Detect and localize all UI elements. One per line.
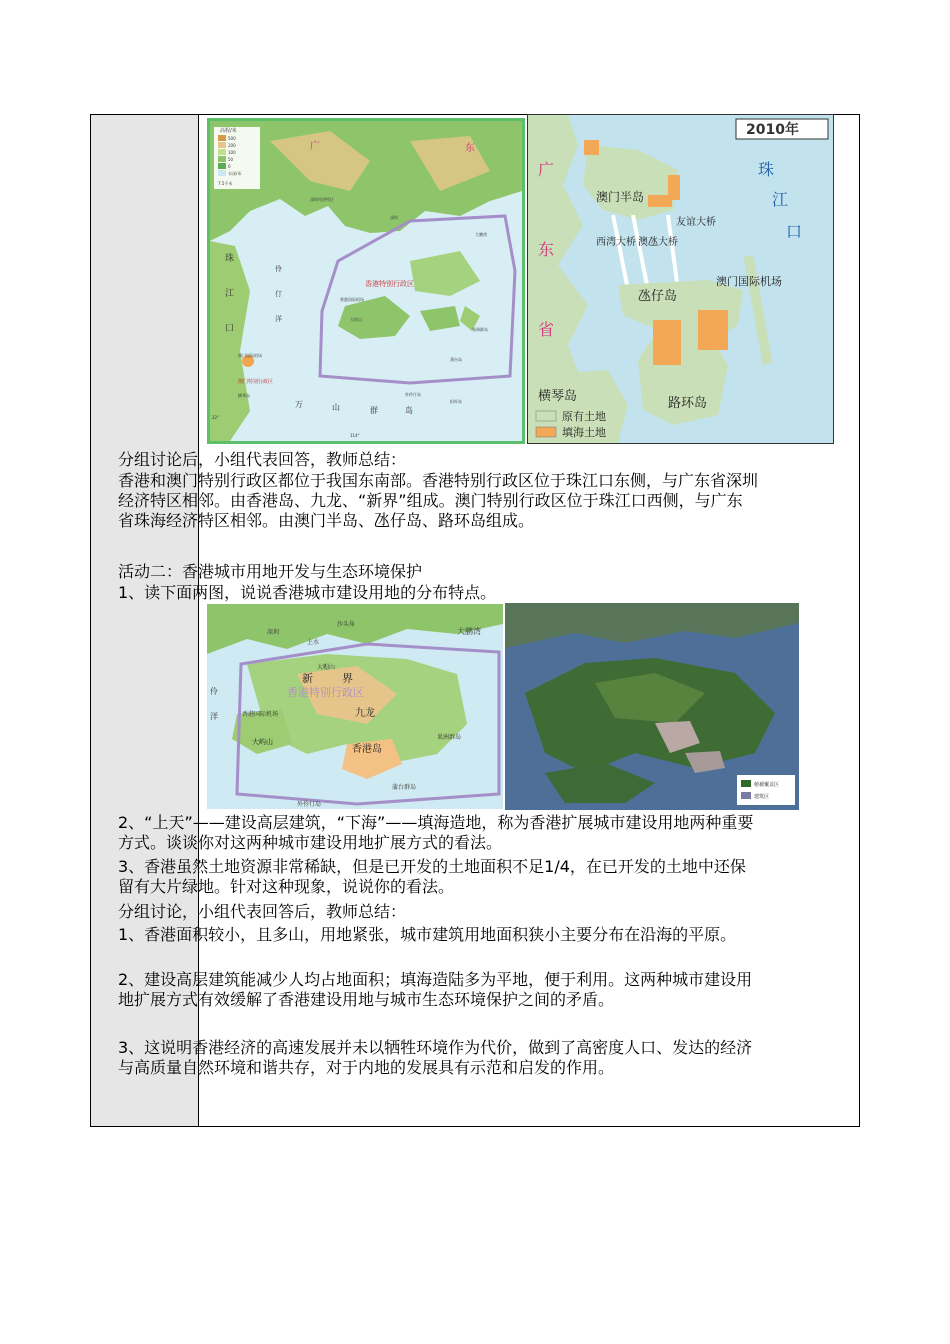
label-zhu: 珠 — [225, 254, 235, 264]
label-wailingding: 外伶仃岛 — [405, 392, 421, 397]
topo-scale: 7.5千米 — [218, 181, 233, 186]
m3-shatoujiao: 沙头角 — [337, 621, 356, 628]
label-macau-airport: 澳门国际机场 — [238, 353, 262, 358]
label-qun: 群 — [370, 406, 378, 415]
m3-guozhou: 果洲群岛 — [437, 734, 462, 741]
topo-legend-title: 高程/米 — [220, 128, 237, 134]
m4-legend-veg: 植被覆盖区 — [754, 782, 780, 788]
label-ding: 仃 — [275, 290, 282, 298]
hk-satellite-map — [505, 603, 799, 810]
satellite-drawing — [505, 603, 799, 810]
label-lat: 22° — [212, 415, 220, 420]
m3-xin: 新 — [302, 672, 313, 685]
m3-mirs-bay: 大鹏湾 — [457, 627, 481, 636]
label-mirs-bay: 大鹏湾 — [475, 232, 487, 237]
label-hk-airport: 香港国际机场 — [340, 297, 364, 302]
m2-airport: 澳门国际机场 — [716, 275, 782, 288]
label-kou: 口 — [225, 324, 235, 334]
label-szsez: 深圳经济特区 — [310, 197, 334, 202]
question2: 2、“上天”——建设高层建筑，“下海”——填海造地，称为香港扩展城市建设用地两种重要方式。谈谈你对这两种城市建设用地扩展方式的看法。 — [118, 813, 754, 852]
m3-yang: 洋 — [210, 712, 218, 721]
m2-taipa: 氹仔岛 — [638, 289, 678, 304]
m3-taimoshan: 大帽山 — [317, 664, 336, 671]
m2-legend-reclaimed: 填海土地 — [562, 426, 606, 439]
label-yang: 洋 — [275, 315, 282, 323]
m3-lantau: 大屿山 — [252, 738, 273, 746]
hk-topo-drawing — [207, 604, 503, 809]
legend-100: 100 — [228, 150, 236, 155]
m3-airport: 香港国际机场 — [242, 711, 279, 718]
activity2-heading: 活动二：香港城市用地开发与生态环境保护 — [118, 562, 423, 581]
m2-aofei-bridge: 澳氹大桥 — [638, 237, 678, 248]
answer3: 3、这说明香港经济的高速发展并未以牺牲环境作为代价，做到了高密度人口、发达的经济与高质量自然环境和谐共存，对于内地的发展具有示范和启发的作用。 — [118, 1038, 753, 1077]
topo-map-drawing — [210, 121, 522, 441]
question3: 3、香港虽然土地资源非常稀缺，但是已开发的土地面积不足1/4，在已开发的土地中还保留有大片绿地。针对这种现象，说说你的看法。 — [118, 857, 746, 896]
pearl-river-topo-map — [207, 118, 525, 444]
macau-2010-map — [527, 114, 834, 444]
m3-shangshui: 上水 — [307, 639, 320, 646]
m3-wailingding: 外伶仃岛 — [297, 801, 322, 808]
m3-jie: 界 — [342, 672, 353, 685]
macau-map-drawing — [528, 115, 833, 443]
label-guozhou: 果洲群岛 — [472, 327, 488, 332]
label-lon: 114° — [350, 433, 360, 438]
m3-ling: 伶 — [210, 687, 218, 696]
m2-legend-original: 原有土地 — [562, 410, 606, 423]
macau-year: 2010年 — [746, 122, 799, 138]
m2-guang: 广 — [538, 160, 555, 179]
answer2: 2、建设高层建筑能减少人均占地面积；填海造陆多为平地，便于利用。这两种城市建设用地扩展方式有效缓解了香港建设用地与城市生态环境保护之间的矛盾。 — [118, 970, 753, 1009]
m2-sheng: 省 — [538, 320, 555, 339]
label-potoi: 蒲台岛 — [450, 357, 462, 362]
m2-youyi-bridge: 友谊大桥 — [676, 217, 716, 228]
m3-hkisland: 香港岛 — [352, 744, 382, 755]
m3-kowloon: 九龙 — [355, 708, 375, 719]
m2-macau-peninsula: 澳门半岛 — [596, 190, 645, 204]
label-dangan: 担杆岛 — [450, 399, 462, 404]
legend-500: 500 — [228, 136, 236, 141]
label-macau-sar: 澳门特别行政区 — [238, 379, 274, 385]
answer1: 1、香港面积较小，且多山，用地紧张，城市建筑用地面积狭小主要分布在沿海的平原。 — [118, 925, 737, 944]
legend-50: 50 — [228, 157, 234, 162]
label-hengqin: 横琴岛 — [238, 393, 250, 398]
m2-kou: 口 — [786, 222, 803, 241]
m3-potoi: 蒲台群岛 — [392, 784, 417, 791]
label-jiang: 江 — [225, 289, 235, 299]
m3-shenzhen: 深圳 — [267, 629, 280, 636]
m4-legend-built: 建筑区 — [754, 794, 770, 800]
hk-topo-map — [207, 604, 503, 809]
label-shan: 山 — [332, 403, 340, 412]
m2-hengqin: 横琴岛 — [538, 389, 578, 404]
discussion-intro: 分组讨论后，小组代表回答，教师总结： — [118, 450, 407, 469]
label-hksar: 香港特别行政区 — [365, 280, 414, 288]
label-dao: 岛 — [405, 406, 413, 415]
label-ling: 伶 — [275, 265, 282, 273]
m2-dong: 东 — [538, 240, 555, 259]
label-guang: 广 — [310, 141, 320, 152]
question1: 1、读下面两图，说说香港城市建设用地的分布特点。 — [118, 583, 497, 602]
legend-0: 0 — [228, 164, 231, 169]
m2-coloane: 路环岛 — [668, 396, 708, 411]
m2-zhu: 珠 — [758, 160, 775, 179]
m2-jiang: 江 — [772, 190, 789, 209]
teacher-summary-intro: 分组讨论，小组代表回答后，教师总结： — [118, 902, 407, 921]
m3-hksar: 香港特别行政区 — [287, 686, 364, 699]
label-dong: 东 — [465, 143, 475, 154]
m2-xiwan-bridge: 西湾大桥 — [596, 237, 636, 248]
label-shenzhen: 深圳 — [390, 215, 398, 220]
legend-200: 200 — [228, 143, 236, 148]
location-summary: 香港和澳门特别行政区都位于我国东南部。香港特别行政区位于珠江口东侧，与广东省深圳经济特区相邻。由香港岛、九龙、“新界”组成。澳门特别行政区位于珠江口西侧，与广东省珠海经济特区相邻。由澳门半岛、氹仔岛、路环岛组成。 — [118, 471, 759, 530]
legend-depth: 水深/米 — [228, 171, 242, 176]
label-wan: 万 — [295, 400, 303, 409]
label-lantau: 大屿山 — [350, 317, 362, 322]
